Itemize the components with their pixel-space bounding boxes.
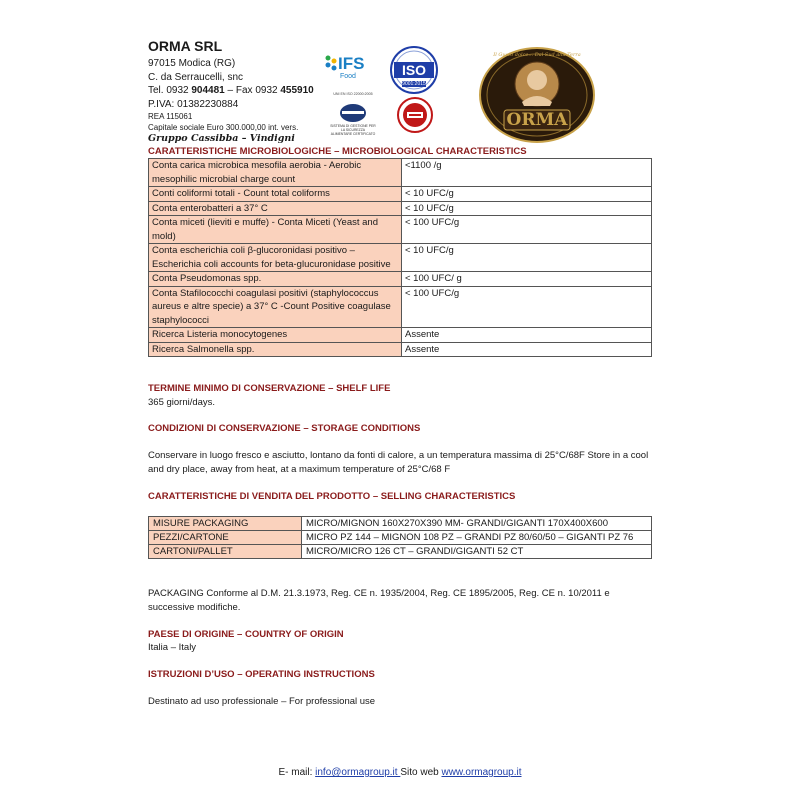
selling-row	[149, 545, 652, 559]
tel-number: 904481	[191, 85, 225, 96]
micro-limit: < 100 UFC/g	[402, 286, 652, 328]
address-line-1: 97015 Modica (RG)	[148, 58, 236, 69]
packaging-text: PACKAGING Conforme al D.M. 21.3.1973, Reg. CE n. 1935/2004, Reg. CE 1895/2005, Reg. CE n. 10/2011 e successive modifiche.	[148, 588, 610, 613]
shelf-life-text: 365 giorni/days.	[148, 397, 216, 408]
micro-limit: Assente	[402, 328, 652, 343]
email-label: E- mail:	[278, 767, 316, 778]
company-header	[148, 38, 348, 145]
micro-limit: <1100 /g	[402, 159, 652, 187]
website-label: Sito web	[400, 767, 442, 778]
micro-limit: < 100 UFC/g	[402, 216, 652, 244]
rea-number: REA 115061	[148, 112, 193, 121]
red-cert-logo	[396, 96, 434, 134]
micro-row	[149, 328, 652, 343]
micro-limit: < 100 UFC/ g	[402, 272, 652, 287]
micro-limit: < 10 UFC/g	[402, 244, 652, 272]
micro-row	[149, 272, 652, 287]
micro-limit: < 10 UFC/g	[402, 187, 652, 202]
selling-value: MICRO/MIGNON 160X270X390 MM- GRANDI/GIGANTI 170X400X600	[302, 517, 652, 531]
company-name: ORMA SRL	[148, 38, 223, 54]
instructions-text: Destinato ad uso professionale – For professional use	[148, 696, 376, 707]
micro-row	[149, 286, 652, 328]
micro-parameter: Conta miceti (lieviti e muffe) - Conta Miceti (Yeast and mold)	[149, 216, 402, 244]
ifs-food-text: Food	[340, 73, 356, 80]
address-line-2: C. da Serraucelli, snc	[148, 71, 244, 83]
micro-parameter: Conta escherichia coli β-glucoronidasi positivo – Escherichia coli accounts for beta-glucuronidase positive	[149, 244, 402, 272]
email-link[interactable]: info@ormagroup.it	[315, 767, 401, 778]
selling-value: MICRO/MICRO 126 CT – GRANDI/GIGANTI 52 CT	[302, 545, 652, 559]
micro-row	[149, 244, 652, 272]
food-safety-cert-logo	[328, 92, 378, 138]
selling-row	[149, 517, 652, 531]
micro-section-title: CARATTERISTICHE MICROBIOLOGICHE – MICROBIOLOGICAL CHARACTERISTICS	[148, 146, 527, 157]
micro-limit: Assente	[402, 342, 652, 357]
micro-parameter: Conta Stafilococchi coagulasi positivi (staphylococcus aureus e altre specie) a 37° C -Count Positive coagulase staphylococci	[149, 286, 402, 328]
micro-parameter: Conti coliformi totali - Count total coliforms	[149, 187, 402, 202]
selling-value: MICRO PZ 144 – MIGNON 108 PZ – GRANDI PZ 80/60/50 – GIGANTI PZ 76	[302, 531, 652, 545]
cert-caption: SISTEMA DI GESTIONE PER LA SICUREZZA ALIMENTARE CERTIFICATO	[330, 124, 376, 136]
micro-row	[149, 342, 652, 357]
iso-logo	[388, 44, 440, 96]
micro-row	[149, 201, 652, 216]
micro-row	[149, 216, 652, 244]
micro-parameter: Conta Pseudomonas spp.	[149, 272, 402, 287]
micro-table	[148, 158, 652, 357]
fax-prefix: – Fax 0932	[224, 85, 281, 96]
micro-row	[149, 187, 652, 202]
share-capital: Capitale sociale Euro 300.000,00 int. vers.	[148, 123, 299, 132]
uni-standard-text: UNI EN ISO 22000:2005	[333, 92, 373, 96]
origin-title: PAESE DI ORIGINE – COUNTRY OF ORIGIN	[148, 629, 344, 640]
selling-row	[149, 531, 652, 545]
storage-text: Conservare in luogo fresco e asciutto, lontano da fonti di calore, a un temperatura massima di 25°C/68F Store in a cool and dry place, away from heat, at a maximum temperature of 25°C/68 F	[148, 450, 649, 475]
vat-number: P.IVA: 01382230884	[148, 98, 239, 110]
footer	[0, 767, 800, 778]
ifs-text: IFS	[338, 54, 365, 73]
shelf-life-title: TERMINE MINIMO DI CONSERVAZIONE – SHELF LIFE	[148, 383, 391, 394]
selling-label: CARTONI/PALLET	[149, 545, 302, 559]
instructions-title: ISTRUZIONI D’USO – OPERATING INSTRUCTIONS	[148, 669, 375, 680]
micro-row	[149, 159, 652, 187]
orma-wordmark: ORMA	[506, 110, 568, 130]
orma-motto: Il Gusto dolce... Dal Sud alla Terra	[493, 52, 581, 58]
selling-label: MISURE PACKAGING	[149, 517, 302, 531]
micro-limit: < 10 UFC/g	[402, 201, 652, 216]
iso-text: ISO	[401, 62, 427, 78]
iso-standard-text: 9001:2015	[402, 81, 426, 87]
website-link[interactable]: www.ormagroup.it	[441, 767, 522, 778]
micro-parameter: Ricerca Salmonella spp.	[149, 342, 402, 357]
origin-text: Italia – Italy	[148, 642, 197, 653]
fax-number: 455910	[280, 85, 314, 96]
micro-parameter: Conta enterobatteri a 37° C	[149, 201, 402, 216]
selling-title: CARATTERISTICHE DI VENDITA DEL PRODOTTO – SELLING CHARACTERISTICS	[148, 491, 516, 502]
red-seal-icon	[396, 96, 434, 134]
ifs-food-logo	[322, 52, 378, 86]
storage-title: CONDIZIONI DI CONSERVAZIONE – STORAGE CONDITIONS	[148, 423, 421, 434]
tel-prefix: Tel. 0932	[148, 85, 192, 96]
micro-parameter: Conta carica microbica mesofila aerobia - Aerobic mesophilic microbial charge count	[149, 159, 402, 187]
phone-fax-line	[148, 84, 348, 98]
group-name: Gruppo Cassibba – Vindigni	[148, 133, 295, 144]
micro-parameter: Ricerca Listeria monocytogenes	[149, 328, 402, 343]
selling-label: PEZZI/CARTONE	[149, 531, 302, 545]
selling-table	[148, 516, 652, 559]
orma-brand-logo	[478, 46, 596, 144]
